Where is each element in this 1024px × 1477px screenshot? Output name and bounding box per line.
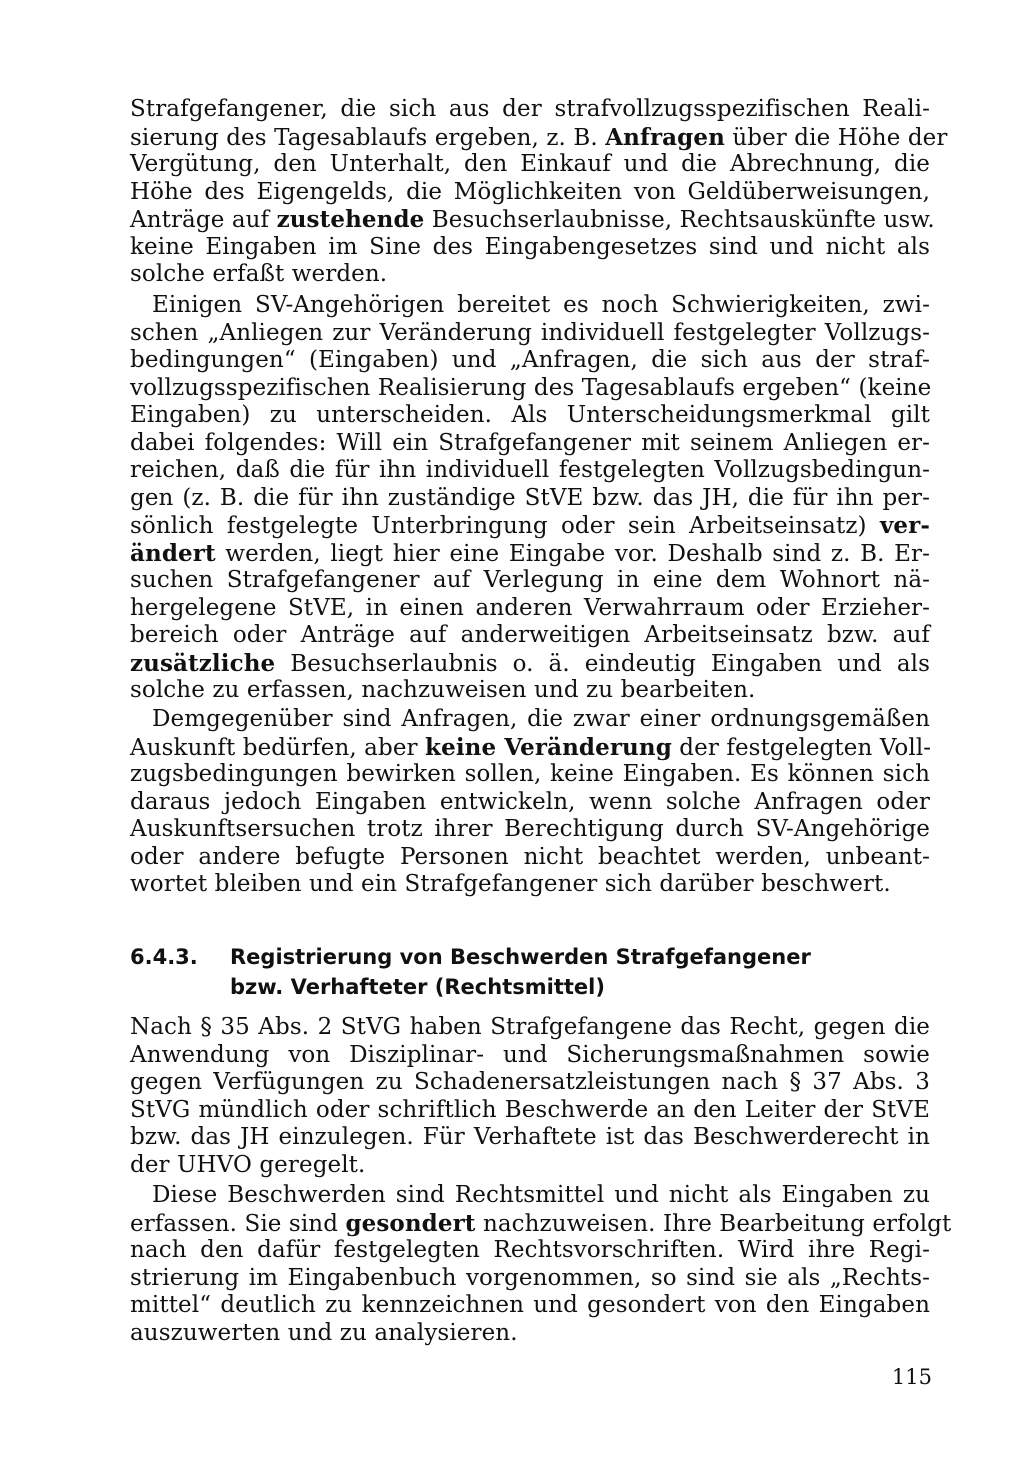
section-title-line-2: bzw. Verhafteter (Rechtsmittel) <box>230 975 605 999</box>
text-line <box>130 320 930 348</box>
paragraph-2 <box>130 292 930 705</box>
line-text: Besuchserlaubnisse, Rechtsauskünfte usw. <box>424 207 935 233</box>
line-text: Anwendung von Disziplinar- und Sicherungsmaßnahmen sowie <box>130 1041 930 1068</box>
line-text: wortet bleiben und ein Strafgefangener sich darüber beschwert. <box>130 871 891 897</box>
text-line <box>130 430 930 458</box>
line-text: gegen Verfügungen zu Schadenersatzleistungen nach § 37 Abs. 3 <box>130 1069 930 1095</box>
line-text: nach den dafür festgelegten Rechtsvorschriften. Wird ihre Regi- <box>130 1237 930 1263</box>
text-line <box>130 347 930 375</box>
emphasis-text: ver- <box>879 512 930 539</box>
paragraph-4 <box>130 1014 930 1179</box>
line-text: suchen Strafgefangener auf Verlegung in eine dem Wohnort nä- <box>130 567 930 593</box>
line-text: reichen, daß die für ihn individuell festgelegten Vollzugsbedingun- <box>130 457 930 483</box>
line-text: solche zu erfassen, nachzuweisen und zu bearbeiten. <box>130 677 756 703</box>
line-text: Demgegenüber sind Anfragen, die zwar einer ordnungsgemäßen <box>152 706 930 732</box>
paragraph-3 <box>130 706 930 899</box>
text-line <box>130 1209 952 1238</box>
line-text: oder andere befugte Personen nicht beachtet werden, unbeant- <box>130 843 930 870</box>
line-text: bereich oder Anträge auf anderweitigen Arbeitseinsatz bzw. auf <box>130 622 930 648</box>
text-line <box>130 1014 930 1042</box>
text-line <box>130 1182 930 1210</box>
line-text: auszuwerten und zu analysieren. <box>130 1319 518 1346</box>
text-line <box>130 485 930 513</box>
emphasis-text: gesondert <box>345 1209 476 1237</box>
text-line <box>130 1237 930 1265</box>
line-text: Auskunftsersuchen trotz ihrer Berechtigung durch SV-Angehörige <box>130 816 930 842</box>
emphasis-text: zusätzliche <box>130 649 276 677</box>
line-text: daraus jedoch Eingaben entwickeln, wenn solche Anfragen oder <box>130 788 930 815</box>
text-line <box>130 871 930 899</box>
emphasis-text: keine Veränderung <box>425 733 672 761</box>
text-line <box>130 816 930 844</box>
section-title-line-1: Registrierung von Beschwerden Strafgefangener <box>230 945 811 969</box>
line-text: strierung im Eingabenbuch vorgenommen, so sind sie als „Rechts- <box>130 1264 930 1291</box>
line-text: dabei folgendes: Will ein Strafgefangener mit seinem Anliegen er- <box>130 429 930 456</box>
text-line <box>130 1152 930 1180</box>
text-line <box>130 622 930 650</box>
line-text: bzw. das JH einzulegen. Für Verhaftete ist das Beschwerderecht in <box>130 1124 930 1150</box>
line-text: sönlich festgelegte Unterbringung oder sein Arbeitseinsatz) <box>130 513 880 539</box>
emphasis-text: zustehende <box>276 206 425 233</box>
text-line <box>130 234 930 262</box>
text-line <box>130 734 930 762</box>
line-text: sierung des Tagesablaufs ergeben, z. B. <box>130 124 606 151</box>
text-line <box>130 512 930 540</box>
line-text: hergelegene StVE, in einen anderen Verwahrraum oder Erzieher- <box>130 594 930 621</box>
line-text: zugsbedingungen bewirken sollen, keine Eingaben. Es können sich <box>130 761 930 787</box>
line-text: erfassen. Sie sind <box>130 1210 346 1237</box>
text-line <box>130 650 930 678</box>
line-text: schen „Anliegen zur Veränderung individuell festgelegter Vollzugs- <box>130 319 930 346</box>
text-line <box>130 1042 930 1070</box>
paragraph-5 <box>130 1182 952 1347</box>
text-line <box>130 567 930 595</box>
text-line <box>130 595 930 623</box>
text-line <box>130 1097 930 1125</box>
line-text: der UHVO geregelt. <box>130 1151 366 1178</box>
line-text: der festgelegten Voll- <box>671 734 932 761</box>
text-line <box>130 761 930 789</box>
text-line <box>130 789 930 817</box>
line-text: keine Eingaben im Sine des Eingabengesetzes sind und nicht als <box>130 233 930 260</box>
line-text: Besuchserlaubnis o. ä. eindeutig Eingaben und als <box>275 650 930 677</box>
line-text: Vergütung, den Unterhalt, den Einkauf und die Abrechnung, die <box>130 151 930 177</box>
line-text: vollzugsspezifischen Realisierung des Tagesablaufs ergeben“ (keine <box>130 374 932 401</box>
line-text: Nach § 35 Abs. 2 StVG haben Strafgefangene das Recht, gegen die <box>130 1014 930 1040</box>
line-text: Anträge auf <box>130 207 277 233</box>
line-text: Eingaben) zu unterscheiden. Als Unterscheidungsmerkmal gilt <box>130 402 930 428</box>
emphasis-text: ändert <box>130 539 216 567</box>
text-line <box>130 677 930 705</box>
text-line <box>130 261 930 289</box>
text-line <box>130 123 948 152</box>
text-line <box>130 151 930 179</box>
text-line <box>130 457 930 485</box>
line-text: Diese Beschwerden sind Rechtsmittel und nicht als Eingaben zu <box>152 1182 930 1208</box>
text-line <box>130 1292 930 1320</box>
line-text: nachzuweisen. Ihre Bearbeitung erfolgt <box>475 1210 952 1237</box>
line-text: werden, liegt hier eine Eingabe vor. Deshalb sind z. B. Er- <box>215 540 930 567</box>
text-line <box>130 179 930 207</box>
text-line <box>130 402 930 430</box>
line-text: StVG mündlich oder schriftlich Beschwerde an den Leiter der StVE <box>130 1096 930 1123</box>
text-line <box>130 96 930 124</box>
text-line <box>130 292 930 320</box>
text-line <box>130 540 930 568</box>
text-line <box>130 375 930 403</box>
text-line <box>130 1265 930 1293</box>
line-text: mittel“ deutlich zu kennzeichnen und gesondert von den Eingaben <box>130 1292 930 1318</box>
text-line <box>130 206 935 234</box>
text-line <box>130 844 930 872</box>
line-text: bedingungen“ (Eingaben) und „Anfragen, die sich aus der straf- <box>130 347 930 373</box>
line-text: gen (z. B. die für ihn zuständige StVE bzw. das JH, die für ihn per- <box>130 484 930 511</box>
line-text: solche erfaßt werden. <box>130 261 388 287</box>
text-line <box>130 1320 930 1348</box>
page-number: 115 <box>891 1365 932 1389</box>
line-text: Einigen SV-Angehörigen bereitet es noch Schwierigkeiten, zwi- <box>152 292 930 318</box>
text-line <box>130 706 930 734</box>
line-text: über die Höhe der <box>724 124 948 151</box>
section-number: 6.4.3. <box>130 945 198 969</box>
paragraph-1 <box>130 96 948 289</box>
emphasis-text: Anfragen <box>605 123 725 151</box>
line-text: Auskunft bedürfen, aber <box>130 734 426 761</box>
text-line <box>130 1069 930 1097</box>
line-text: Höhe des Eigengelds, die Möglichkeiten von Geldüberweisungen, <box>130 178 930 205</box>
text-line <box>130 1124 930 1152</box>
line-text: Strafgefangener, die sich aus der strafvollzugsspezifischen Reali- <box>130 96 930 122</box>
